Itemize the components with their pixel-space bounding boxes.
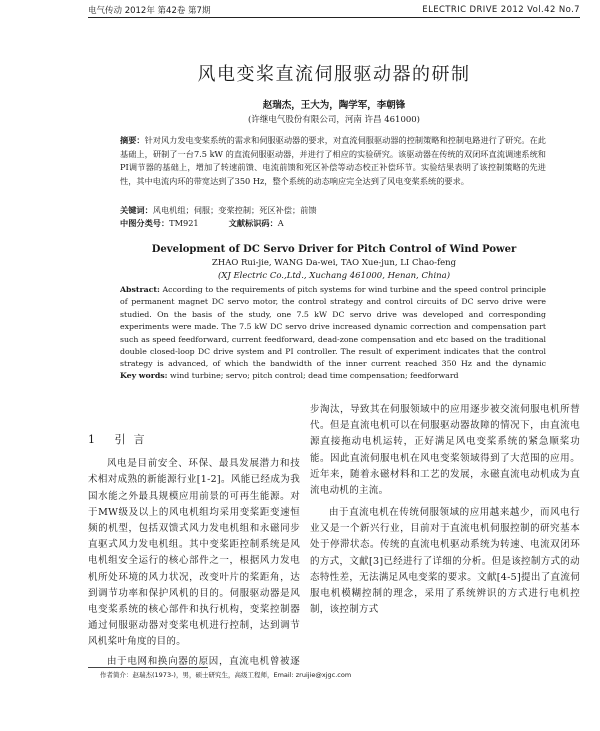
abstract-en: [120, 284, 546, 371]
clc-value: TM921: [169, 218, 199, 228]
header-journal-cn: 电气传动 2012年 第42卷 第7期: [88, 6, 211, 16]
paper-affiliation: (许继电气股份有限公司，河南 许昌 461000): [248, 115, 420, 125]
keywords-en-text: wind turbine; servo; pitch control; dead time compensation; feedforward: [170, 371, 459, 380]
clc-label: 中图分类号：: [120, 218, 170, 228]
abstract-en-text: According to the requirements of pitch systems for wind turbine and the speed control principle of permanent magnet DC servo motor, the control strategy and control circuits of DC servo drive were studied. On the basis of the study, one 7.5 kW DC servo drive was developed and corresponding experiments were made. The 7.5 kW DC servo drive increased dynamic correction and compensation part such as speed feedforward, current feedforward, dead-zone compensation and etc based on the traditional double closed-loop DC drive system and PI controller. The result of experiment indicates that the control strategy is advanced, of which the bandwidth of the inner current reached 350 Hz and the dynamic: [120, 285, 546, 369]
author-footnote: 作者简介：赵瑞杰(1973-)，男，硕士研究生，高级工程师，Email: zruijie@xjgc.com: [100, 671, 352, 679]
intro-paragraph-2-cont: 步淘汰，导致其在伺服领域中的应用逐步被交流伺服电机所替代。但是直流电机可以在伺服驱动器故障的情况下，由直流电源直接拖动电机运转，正好满足风电变桨系统的紧急顺桨功能。因此直流伺服电机在风电变桨领域得到了大范围的应用。近年来，随着永磁材料和工艺的发展，永磁直流电动机成为直流电动机的主流。: [310, 404, 580, 497]
abstract-cn-text: 针对风力发电变桨系统的需求和伺服驱动器的要求，对直流伺服驱动器的控制策略和控制电路进行了研究。在此基础上，研制了一台7.5 kW 的直流伺服驱动器，并进行了相应的实验研究。该驱动器在传统的双闭环直流调速系统和PI调节器的基础上，增加了转速前馈、电流前馈和死区补偿等动态校正补偿环节。实验结果表明了该控制策略的先进性，其中电流内环的带宽达到了350 Hz，整个系统的动态响应完全达到了风电变桨系统的要求。: [120, 135, 546, 186]
keywords-en: [120, 369, 546, 383]
intro-paragraph-2: 由于电网和换向器的原因，直流电机曾被逐: [107, 656, 300, 668]
abstract-cn-label: 摘要：: [120, 135, 145, 145]
intro-paragraph-3: 由于直流电机在传统伺服领域的应用越来越少，而风电行业又是一个新兴行业，目前对于直流电机伺服控制的研究基本处于停滞状态。传统的直流电机驱动系统为转速、电流双闭环的方式，文献[3]已经进行了详细的分析。但是该控制方式的动态特性差，无法满足风电变桨的要求。文献[4-5]提出了直流伺服电机模糊控制的理念，采用了系统辨识的方式进行电机控制，该控制方式: [310, 507, 580, 616]
abstract-cn: [120, 134, 546, 202]
header-rule: [88, 17, 580, 18]
doc-code-value: A: [277, 218, 284, 228]
english-authors: ZHAO Rui-jie, WANG Da-wei, TAO Xue-jun, LI Chao-feng: [211, 258, 457, 268]
doc-code-label: 文献标识码：: [228, 218, 278, 228]
running-header: [88, 3, 580, 17]
paper-title: 风电变桨直流伺服驱动器的研制: [197, 64, 471, 85]
header-journal-en: ELECTRIC DRIVE 2012 Vol.42 No.7: [422, 5, 580, 15]
abstract-en-label: Abstract:: [120, 285, 160, 294]
footnote-rule: [88, 667, 208, 668]
english-affiliation: (XJ Electric Co.,Ltd., Xuchang 461000, Henan, China): [217, 271, 451, 281]
keywords-en-label: Key words:: [120, 371, 168, 380]
english-title: Development of DC Servo Driver for Pitch Control of Wind Power: [151, 244, 517, 255]
body-column-left: [88, 432, 300, 668]
section-heading: 1 引言: [88, 433, 153, 446]
keywords-cn-label: 关键词：: [120, 205, 153, 215]
intro-paragraph-1: 风电是目前安全、环保、最具发展潜力和技术相对成熟的新能源行业[1-2]。风能已经成为我国水能之外最具规模应用前景的可再生能源。对于MW级及以上的风电机组均采用变桨距变速恒频的机型，包括双馈式风力发电机组和永磁同步直驱式风力发电机组。其中变桨距控制系统是风电机组安全运行的核心部件之一，根据风力发电机所处环境的风力状况，改变叶片的桨距角，达到调节功率和保护风机的目的。伺服驱动器是风电变桨系统的核心部件和执行机构，变桨控制器通过伺服驱动器对变桨电机进行控制，达到调节风机桨叶角度的目的。: [88, 458, 300, 648]
paper-authors: 赵瑞杰，王大为，陶学军，李朝锋: [262, 100, 406, 111]
keywords-cn: [120, 204, 546, 218]
keywords-cn-text: 风电机组；伺服；变桨控制；死区补偿；前馈: [152, 205, 317, 215]
classification-line: [120, 217, 546, 231]
